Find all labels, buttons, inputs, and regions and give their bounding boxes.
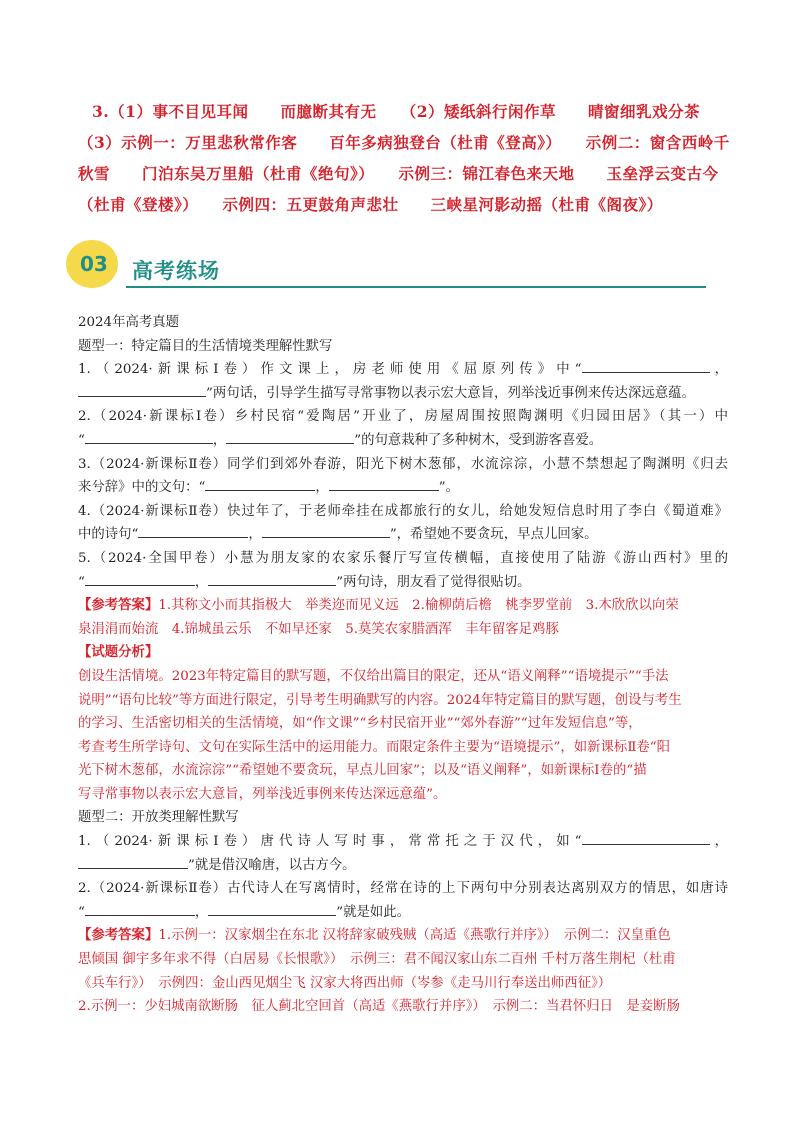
top-answer-line: （杜甫《登楼》） 示例四：五更鼓角声悲壮 三峡星河影动摇（杜甫《阁夜》） (78, 195, 663, 214)
top-answer-block (78, 96, 738, 220)
answer-blank (208, 571, 336, 586)
answer-key-1: 【参考答案】1.其称文小而其指极大 举类迩而见义远 2.榆柳荫后檐 桃李罗堂前 3.木欣欣以向荣 (78, 597, 679, 614)
answer-blank (582, 358, 710, 373)
answer-key-2: 【参考答案】1.示例一：汉家烟尘在东北 汉将辞家破残贼（高适《燕歌行并序》） 示例二：汉皇重色 (78, 927, 671, 944)
section-title: 高考练场 (132, 259, 220, 283)
question-6: 1.（2024·新课标Ⅰ卷）唐代诗人写时事，常常托之于汉代，如“ ， (78, 830, 728, 854)
answer-blank (85, 429, 213, 444)
question-7-cont: “ ， ”就是如此。 (78, 901, 728, 925)
top-answer-line: 秋雪 门泊东吴万里船（杜甫《绝句》） 示例三：锦江春色来天地 玉垒浮云变古今 (78, 164, 719, 183)
analysis-line: 光下树木葱郁，水流淙淙”“希望她不要贪玩，早点儿回家”；以及“语义阐释”，如新课标Ⅰ卷的“描 (78, 763, 647, 779)
answer-key-1-cont: 泉涓涓而始流 4.锦城虽云乐 不如早还家 5.莫笑农家腊酒浑 丰年留客足鸡豚 (78, 621, 559, 637)
question-4-cont: 中的诗句“ ， ”，希望她不要贪玩，早点儿回家。 (78, 523, 728, 547)
question-1: 1.（2024·新课标Ⅰ卷）作文课上，房老师使用《屈原列传》中“ ， (78, 358, 728, 382)
section-number: 03 (80, 252, 108, 276)
type2-title: 题型二：开放类理解性默写 (78, 810, 239, 826)
section-divider (126, 286, 706, 288)
section-header (66, 238, 706, 294)
question-2-cont: “ ， ”的句意栽种了多种树木，受到游客喜爱。 (78, 429, 728, 453)
year-heading: 2024年高考真题 (78, 315, 180, 330)
question-7: 2.（2024·新课标Ⅱ卷）古代诗人在写离情时，经常在诗的上下两句中分别表达离别双方的情思，如唐诗 (78, 881, 728, 897)
answer-blank (78, 854, 188, 869)
type1-title: 题型一：特定篇目的生活情境类理解性默写 (78, 338, 333, 354)
answer-key-2-cont: 2.示例一：少妇城南欲断肠 征人蓟北空回首（高适《燕歌行并序》） 示例二：当君怀归日 是妾断肠 (78, 999, 680, 1015)
question-5-cont: “ ， ”两句诗，朋友看了觉得很贴切。 (78, 571, 728, 595)
question-5: 5.（2024·全国甲卷）小慧为朋友家的农家乐餐厅写宣传横幅，直接使用了陆游《游山西村》里的 (78, 550, 728, 566)
analysis-line: 的学习、生活密切相关的生活情境，如“作文课”“乡村民宿开业”“郊外春游”“过年发短信息”等， (78, 716, 642, 732)
answer-key-2-cont: 思倾国 御宇多年求不得（白居易《长恨歌》） 示例三：君不闻汉家山东二百州 千村万落生荆杞（杜甫 (78, 952, 676, 968)
top-answer-line: 3.（1）事不目见耳闻 而臆断其有无 （2）矮纸斜行闲作草 晴窗细乳戏分茶 (92, 102, 701, 121)
answer-blank (226, 429, 354, 444)
question-4: 4.（2024·新课标Ⅱ卷）快过年了，于老师牵挂在成都旅行的女儿，给她发短信息时用了李白《蜀道难》 (78, 503, 728, 519)
exercise-content (78, 311, 728, 1019)
analysis-line: 创设生活情境。2023年特定篇目的默写题，不仅给出篇目的限定，还从“语义阐释”“语境提示”“手法 (78, 668, 669, 684)
top-answer-line: （3）示例一：万里悲秋常作客 百年多病独登台（杜甫《登高》） 示例二：窗含西岭千 (78, 133, 730, 152)
analysis-line: 写寻常事物以表示宏大意旨，列举浅近事例来传达深远意蕴”。 (78, 786, 447, 802)
question-6-cont: ”就是借汉喻唐，以古方今。 (78, 854, 728, 878)
analysis-line: 说明”“语句比较”等方面进行限定，引导考生明确默写的内容。2024年特定篇目的默写题，创设与考生 (78, 692, 682, 708)
analysis-line: 考查考生所学诗句、文句在实际生活中的运用能力。而限定条件主要为“语境提示”，如新课标Ⅱ卷“阳 (78, 739, 671, 755)
answer-blank (85, 571, 195, 586)
answer-blank (138, 523, 248, 538)
answer-blank (85, 901, 195, 916)
answer-blank (262, 523, 390, 538)
question-3-cont: 来兮辞》中的文句：“ ， ”。 (78, 476, 728, 500)
answer-key-2-cont: 《兵车行》） 示例四：金山西见烟尘飞 汉家大将西出师（岑参《走马川行奉送出师西征》） (78, 975, 612, 991)
answer-blank (208, 901, 336, 916)
analysis-label: 【试题分析】 (78, 644, 159, 661)
answer-blank (582, 830, 710, 845)
answer-blank (205, 476, 315, 491)
question-1-cont: ”两句话，引导学生描写寻常事物以表示宏大意旨，列举浅近事例来传达深远意蕴。 (78, 382, 728, 406)
answer-blank (329, 476, 439, 491)
question-3: 3.（2024·新课标Ⅱ卷）同学们到郊外春游，阳光下树木葱郁，水流淙淙，小慧不禁想起了陶渊明《归去 (78, 456, 728, 472)
answer-blank (78, 382, 206, 397)
question-2: 2.（2024·新课标Ⅰ卷）乡村民宿“爱陶居”开业了，房屋周围按照陶渊明《归园田居》（其一）中 (78, 409, 728, 425)
